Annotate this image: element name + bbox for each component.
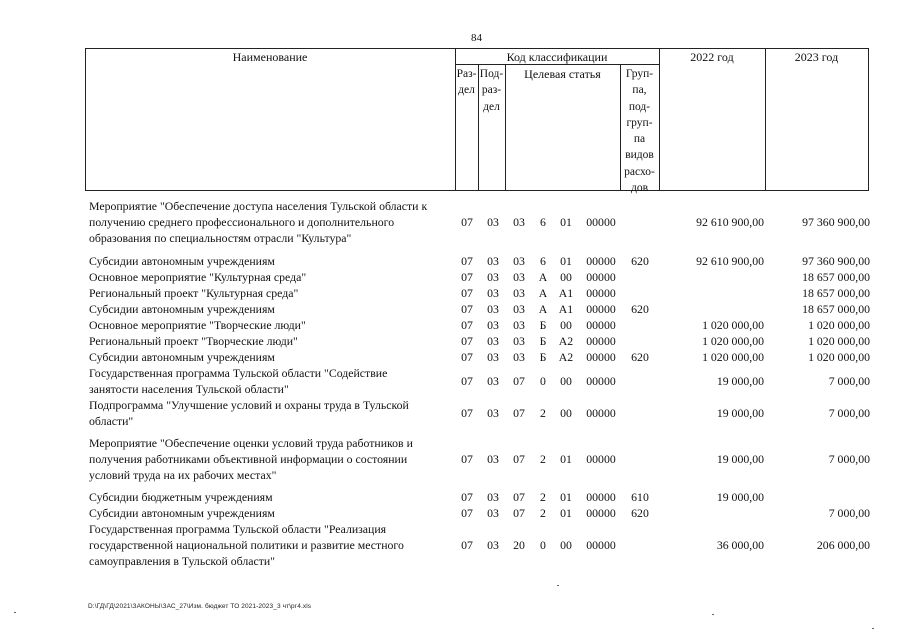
cell-pr: 03 (487, 406, 499, 420)
cell-b: Б (539, 350, 547, 364)
cell-2023: 1 020 000,00 (808, 334, 870, 348)
cell-d: 00000 (586, 302, 616, 316)
table-right-line (868, 48, 869, 191)
cell-c: А1 (558, 286, 574, 300)
table-row (0, 333, 905, 349)
cell-b: 2 (540, 490, 546, 504)
cell-d: 00000 (586, 490, 616, 504)
cell-2022: 19 000,00 (716, 490, 764, 504)
cell-c: А1 (558, 302, 574, 316)
page-number: 84 (471, 32, 482, 44)
cell-rz: 07 (461, 318, 473, 332)
cell-a: 03 (513, 334, 525, 348)
header-gruppa: Груп- па, под- груп- па видов расхо- дов (624, 68, 655, 195)
cell-b: 0 (540, 538, 546, 552)
table-row (0, 505, 905, 521)
cell-2023: 7 000,00 (828, 506, 870, 520)
cell-c: 01 (560, 490, 572, 504)
cell-b: 6 (540, 215, 546, 229)
cell-2023: 206 000,00 (816, 538, 870, 552)
cell-2023: 97 360 900,00 (802, 254, 870, 268)
cell-c: А2 (558, 350, 574, 364)
cell-d: 00000 (586, 506, 616, 520)
row-name: Региональный проект "Творческие люди" (89, 334, 298, 348)
table-row (0, 521, 905, 569)
cell-pr: 03 (487, 254, 499, 268)
cell-c: 00 (560, 374, 572, 388)
row-name: Подпрограмма "Улучшение условий и охраны труда в Тульской области" (89, 398, 409, 428)
table-row (0, 489, 905, 505)
cell-a: 07 (513, 452, 525, 466)
row-name: Субсидии автономным учреждениям (89, 254, 275, 268)
header-razdel: Раз- дел (456, 68, 477, 97)
cell-2022: 92 610 900,00 (696, 215, 764, 229)
cell-2022: 19 000,00 (716, 452, 764, 466)
cell-rz: 07 (461, 538, 473, 552)
row-name: Субсидии автономным учреждениям (89, 350, 275, 364)
cell-a: 07 (513, 490, 525, 504)
cell-b: Б (539, 334, 547, 348)
cell-vr: 620 (631, 254, 649, 268)
table-row (0, 365, 905, 397)
row-name: Государственная программа Тульской области "Реализация государственной национальной политики и развитие местного самоуправления в Тульской области" (89, 522, 404, 568)
cell-2023: 18 657 000,00 (802, 286, 870, 300)
cell-c: 00 (560, 406, 572, 420)
table-row (0, 397, 905, 429)
cell-a: 07 (513, 506, 525, 520)
row-name: Мероприятие "Обеспечение оценки условий труда работников и получения работниками объективной информации о состоянии условий труда на их рабочих местах" (89, 436, 413, 482)
cell-c: 00 (560, 538, 572, 552)
table-row (0, 435, 905, 483)
table-row (0, 269, 905, 285)
y2022-col-line (765, 48, 766, 191)
cell-b: Б (539, 318, 547, 332)
cell-2023: 1 020 000,00 (808, 350, 870, 364)
scan-speck (14, 612, 16, 613)
cell-2022: 1 020 000,00 (702, 350, 764, 364)
cell-rz: 07 (461, 286, 473, 300)
cell-a: 03 (513, 215, 525, 229)
cell-2022: 1 020 000,00 (702, 318, 764, 332)
cell-2023: 1 020 000,00 (808, 318, 870, 332)
scan-speck (712, 614, 714, 615)
cell-a: 07 (513, 374, 525, 388)
cell-pr: 03 (487, 215, 499, 229)
table-row (0, 349, 905, 365)
cell-d: 00000 (586, 350, 616, 364)
cell-d: 00000 (586, 215, 616, 229)
cell-a: 03 (513, 318, 525, 332)
cell-b: 2 (540, 452, 546, 466)
cell-rz: 07 (461, 506, 473, 520)
table-row (0, 253, 905, 269)
cell-b: 6 (540, 254, 546, 268)
cell-pr: 03 (487, 506, 499, 520)
cell-2022: 92 610 900,00 (696, 254, 764, 268)
cell-c: А2 (558, 334, 574, 348)
header-target: Целевая статья (524, 67, 601, 81)
row-name: Субсидии автономным учреждениям (89, 506, 275, 520)
row-name: Субсидии бюджетным учреждениям (89, 490, 273, 504)
cell-pr: 03 (487, 318, 499, 332)
cell-d: 00000 (586, 318, 616, 332)
cell-rz: 07 (461, 350, 473, 364)
cell-b: А (538, 286, 548, 300)
cell-a: 20 (513, 538, 525, 552)
cell-b: А (538, 270, 548, 284)
cell-pr: 03 (487, 334, 499, 348)
cell-2023: 18 657 000,00 (802, 270, 870, 284)
cell-pr: 03 (487, 538, 499, 552)
header-name: Наименование (232, 50, 308, 64)
cell-vr: 620 (631, 350, 649, 364)
cell-a: 07 (513, 406, 525, 420)
cell-pr: 03 (487, 452, 499, 466)
gruppa-col-line (659, 48, 660, 191)
cell-pr: 03 (487, 490, 499, 504)
cell-rz: 07 (461, 490, 473, 504)
file-path-footer: D:\ГД\ГД\2021\ЗАКОНЫ\ЗАС_27\Изм. бюджет ТО 2021-2023_3 чт\рг4.xls (88, 603, 312, 610)
header-2023: 2023 год (794, 50, 839, 64)
row-name: Основное мероприятие "Культурная среда" (89, 270, 307, 284)
scan-speck (872, 628, 874, 629)
row-name: Региональный проект "Культурная среда" (89, 286, 299, 300)
cell-2023: 97 360 900,00 (802, 215, 870, 229)
cell-pr: 03 (487, 374, 499, 388)
cell-d: 00000 (586, 406, 616, 420)
podrazdel-col-line (505, 64, 506, 191)
cell-a: 03 (513, 350, 525, 364)
cell-a: 03 (513, 302, 525, 316)
cell-pr: 03 (487, 286, 499, 300)
row-name: Государственная программа Тульской области "Содействие занятости населения Тульской области" (89, 366, 388, 396)
table-left-line (85, 48, 86, 191)
header-2022: 2022 год (690, 50, 734, 64)
cell-b: 2 (540, 506, 546, 520)
table-row (0, 301, 905, 317)
cell-rz: 07 (461, 374, 473, 388)
cell-c: 00 (560, 270, 572, 284)
row-name: Мероприятие "Обеспечение доступа населения Тульской области к получению среднего профессионального и дополнительного образования по специальностям отрасли "Культура" (89, 199, 428, 245)
cell-rz: 07 (461, 215, 473, 229)
cell-rz: 07 (461, 302, 473, 316)
cell-vr: 620 (631, 506, 649, 520)
cell-2022: 1 020 000,00 (702, 334, 764, 348)
cell-d: 00000 (586, 538, 616, 552)
cell-c: 01 (560, 506, 572, 520)
cell-a: 03 (513, 286, 525, 300)
cell-pr: 03 (487, 302, 499, 316)
row-name: Субсидии автономным учреждениям (89, 302, 275, 316)
cell-d: 00000 (586, 270, 616, 284)
cell-d: 00000 (586, 374, 616, 388)
cell-2022: 19 000,00 (716, 406, 764, 420)
cell-2023: 18 657 000,00 (802, 302, 870, 316)
cell-b: А (538, 302, 548, 316)
cell-d: 00000 (586, 254, 616, 268)
cell-d: 00000 (586, 334, 616, 348)
cell-b: 2 (540, 406, 546, 420)
cell-c: 01 (560, 452, 572, 466)
cell-c: 01 (560, 215, 572, 229)
header-bottom-line (85, 190, 869, 191)
cell-rz: 07 (461, 334, 473, 348)
table-row (0, 317, 905, 333)
cell-rz: 07 (461, 452, 473, 466)
cell-a: 03 (513, 254, 525, 268)
cell-pr: 03 (487, 350, 499, 364)
row-name: Основное мероприятие "Творческие люди" (89, 318, 306, 332)
cell-2023: 7 000,00 (828, 406, 870, 420)
header-code-group: Код классификации (506, 50, 608, 64)
cell-rz: 07 (461, 254, 473, 268)
cell-c: 01 (560, 254, 572, 268)
cell-vr: 610 (631, 490, 649, 504)
cell-vr: 620 (631, 302, 649, 316)
table-row (0, 285, 905, 301)
cell-2023: 7 000,00 (828, 452, 870, 466)
cell-2023: 7 000,00 (828, 374, 870, 388)
cell-a: 03 (513, 270, 525, 284)
cell-rz: 07 (461, 406, 473, 420)
cell-d: 00000 (586, 452, 616, 466)
cell-2022: 36 000,00 (716, 538, 764, 552)
cell-2022: 19 000,00 (716, 374, 764, 388)
scan-speck (557, 585, 559, 586)
table-row (0, 198, 905, 246)
cell-pr: 03 (487, 270, 499, 284)
cell-c: 00 (560, 318, 572, 332)
cell-d: 00000 (586, 286, 616, 300)
cell-b: 0 (540, 374, 546, 388)
header-podrazdel: Под- раз- дел (479, 68, 504, 113)
cell-rz: 07 (461, 270, 473, 284)
